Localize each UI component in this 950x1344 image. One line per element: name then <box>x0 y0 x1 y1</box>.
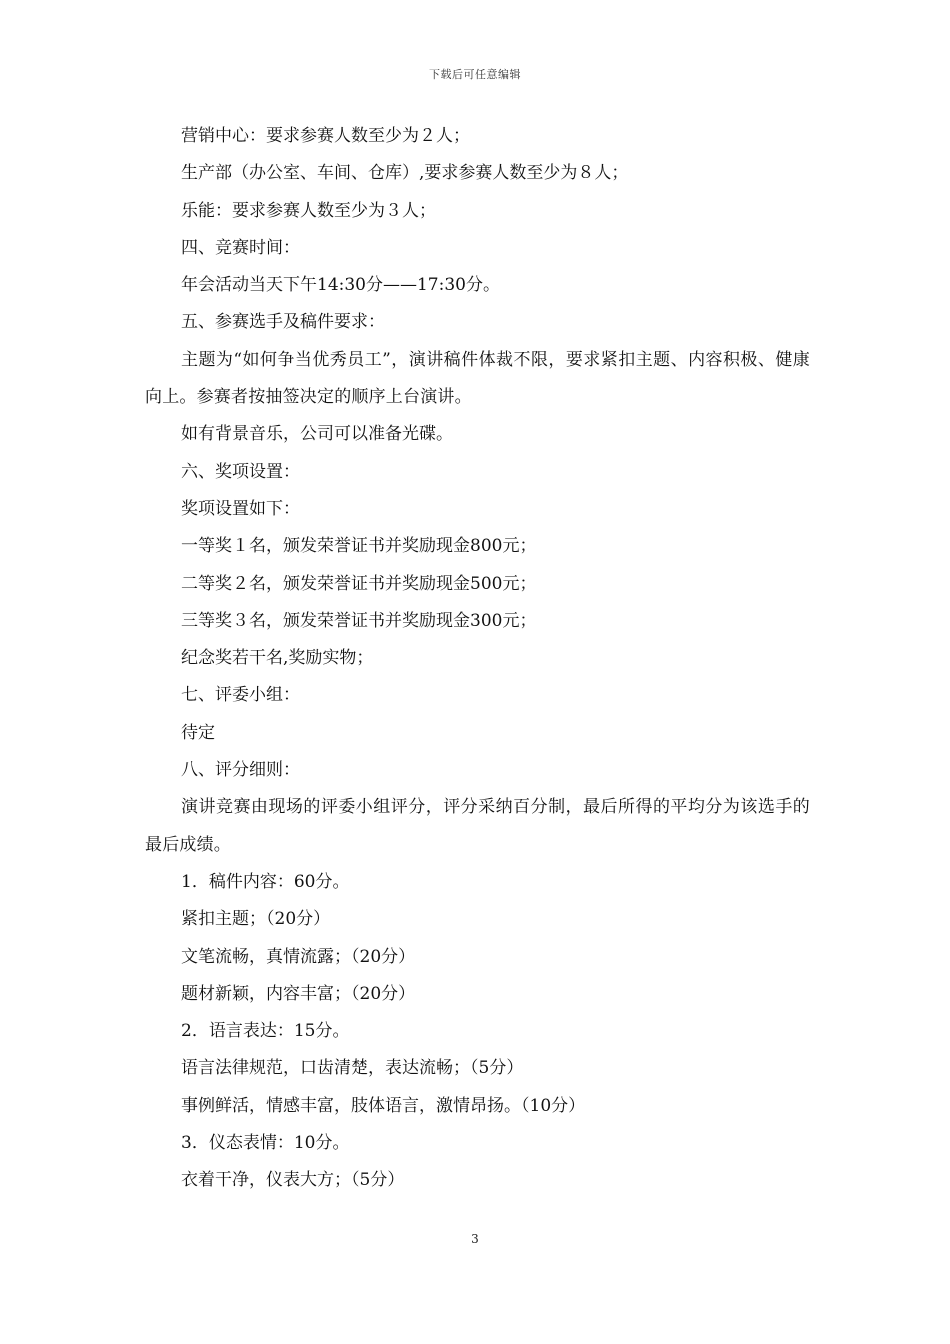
section-heading: 八、评分细则： <box>181 760 300 781</box>
section-heading: 六、奖项设置： <box>181 461 300 482</box>
list-item: 纪念奖若干名,奖励实物； <box>181 648 374 669</box>
list-item: 1．稿件内容：60分。 <box>181 871 350 892</box>
text-line: 乐能：要求参赛人数至少为３人； <box>181 200 436 221</box>
document-body <box>145 118 810 1200</box>
text-line: 生产部（办公室、车间、仓库）,要求参赛人数至少为８人； <box>181 163 629 184</box>
text-line: 年会活动当天下午14:30分——17:30分。 <box>181 275 500 296</box>
list-item: 事例鲜活，情感丰富，肢体语言，激情昂扬。（10分） <box>181 1095 586 1116</box>
list-item: 3．仪态表情：10分。 <box>181 1133 350 1154</box>
section-heading: 四、竞赛时间： <box>181 237 300 258</box>
list-item: 2．语言表达：15分。 <box>181 1021 350 1042</box>
paragraph: 演讲竞赛由现场的评委小组评分，评分采纳百分制，最后所得的平均分为该选手的最后成绩。 <box>145 797 810 855</box>
text-line: 待定 <box>181 722 215 743</box>
text-line: 奖项设置如下： <box>181 498 300 519</box>
list-item: 衣着干净，仪表大方；（5分） <box>181 1170 405 1191</box>
list-item: 一等奖１名，颁发荣誉证书并奖励现金800元； <box>181 536 537 557</box>
list-item: 文笔流畅，真情流露；（20分） <box>181 946 416 967</box>
page-number: 3 <box>471 1232 479 1246</box>
section-heading: 七、评委小组： <box>181 685 300 706</box>
section-heading: 五、参赛选手及稿件要求： <box>181 312 385 333</box>
list-item: 语言法律规范，口齿清楚，表达流畅；（5分） <box>181 1058 524 1079</box>
list-item: 二等奖２名，颁发荣誉证书并奖励现金500元； <box>181 573 537 594</box>
list-item: 题材新颖，内容丰富；（20分） <box>181 983 416 1004</box>
page-header: 下载后可任意编辑 <box>429 68 521 81</box>
text-line: 如有背景音乐，公司可以准备光碟。 <box>181 424 453 445</box>
text-line: 营销中心：要求参赛人数至少为２人； <box>181 126 470 146</box>
paragraph: 主题为“如何争当优秀员工”，演讲稿件体裁不限，要求紧扣主题、内容积极、健康向上。参赛者按抽签决定的顺序上台演讲。 <box>145 349 810 408</box>
list-item: 三等奖３名，颁发荣誉证书并奖励现金300元； <box>181 610 537 631</box>
list-item: 紧扣主题；（20分） <box>181 909 331 930</box>
